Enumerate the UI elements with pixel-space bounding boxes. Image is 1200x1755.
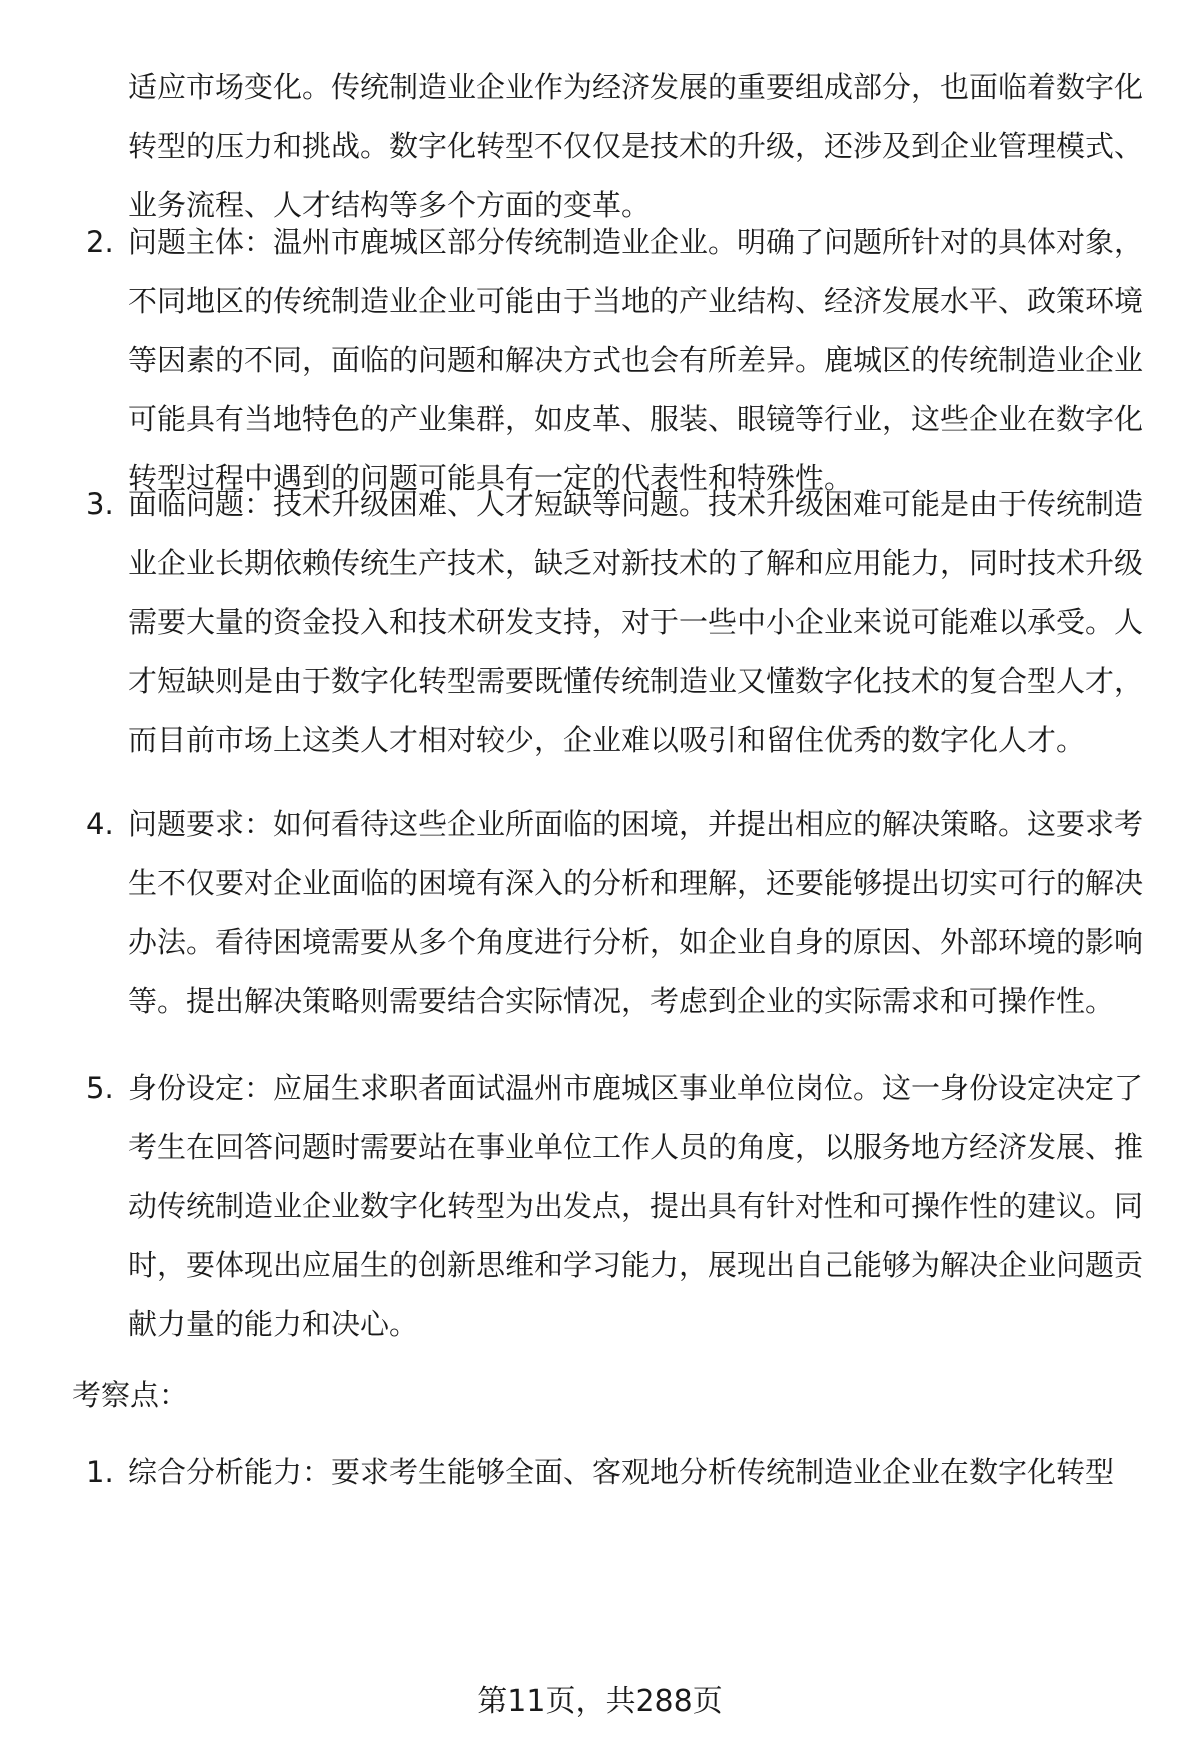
list-item-number: 5. — [86, 1071, 114, 1105]
list-item-number: 2. — [86, 225, 114, 259]
page-footer: 第11页，共288页 — [477, 1684, 723, 1719]
list-item-number: 4. — [86, 807, 114, 841]
list-item-text: 面临问题：技术升级困难、人才短缺等问题。技术升级困难可能是由于传统制造业企业长期依赖传统生产技术，缺乏对新技术的了解和应用能力，同时技术升级需要大量的资金投入和技术研发支持，对于一些中小企业来说可能难以承受。人才短缺则是由于数字化转型需要既懂传统制造业又懂数字化技术的复合型人才，而目前市场上这类人才相对较少，企业难以吸引和留住优秀的数字化人才。 — [128, 487, 1144, 757]
list-item-number: 1. — [86, 1455, 114, 1489]
intro-paragraph: 适应市场变化。传统制造业企业作为经济发展的重要组成部分，也面临着数字化转型的压力和挑战。数字化转型不仅仅是技术的升级，还涉及到企业管理模式、业务流程、人才结构等多个方面的变革。 — [128, 70, 1144, 222]
list-item-text: 问题主体：温州市鹿城区部分传统制造业企业。明确了问题所针对的具体对象，不同地区的传统制造业企业可能由于当地的产业结构、经济发展水平、政策环境等因素的不同，面临的问题和解决方式也会有所差异。鹿城区的传统制造业企业可能具有当地特色的产业集群，如皮革、服装、眼镜等行业，这些企业在数字化转型过程中遇到的问题可能具有一定的代表性和特殊性。 — [128, 225, 1144, 495]
list-item-text: 身份设定：应届生求职者面试温州市鹿城区事业单位岗位。这一身份设定决定了考生在回答问题时需要站在事业单位工作人员的角度，以服务地方经济发展、推动传统制造业企业数字化转型为出发点，提出具有针对性和可操作性的建议。同时，要体现出应届生的创新思维和学习能力，展现出自己能够为解决企业问题贡献力量的能力和决心。 — [128, 1071, 1144, 1341]
list-item-number: 3. — [86, 487, 114, 521]
list-item-text: 问题要求：如何看待这些企业所面临的困境，并提出相应的解决策略。这要求考生不仅要对企业面临的困境有深入的分析和理解，还要能够提出切实可行的解决办法。看待困境需要从多个角度进行分析，如企业自身的原因、外部环境的影响等。提出解决策略则需要结合实际情况，考虑到企业的实际需求和可操作性。 — [128, 807, 1144, 1018]
list-item-text: 综合分析能力：要求考生能够全面、客观地分析传统制造业企业在数字化转型 — [128, 1455, 1115, 1489]
section-heading: 考察点： — [72, 1378, 189, 1412]
